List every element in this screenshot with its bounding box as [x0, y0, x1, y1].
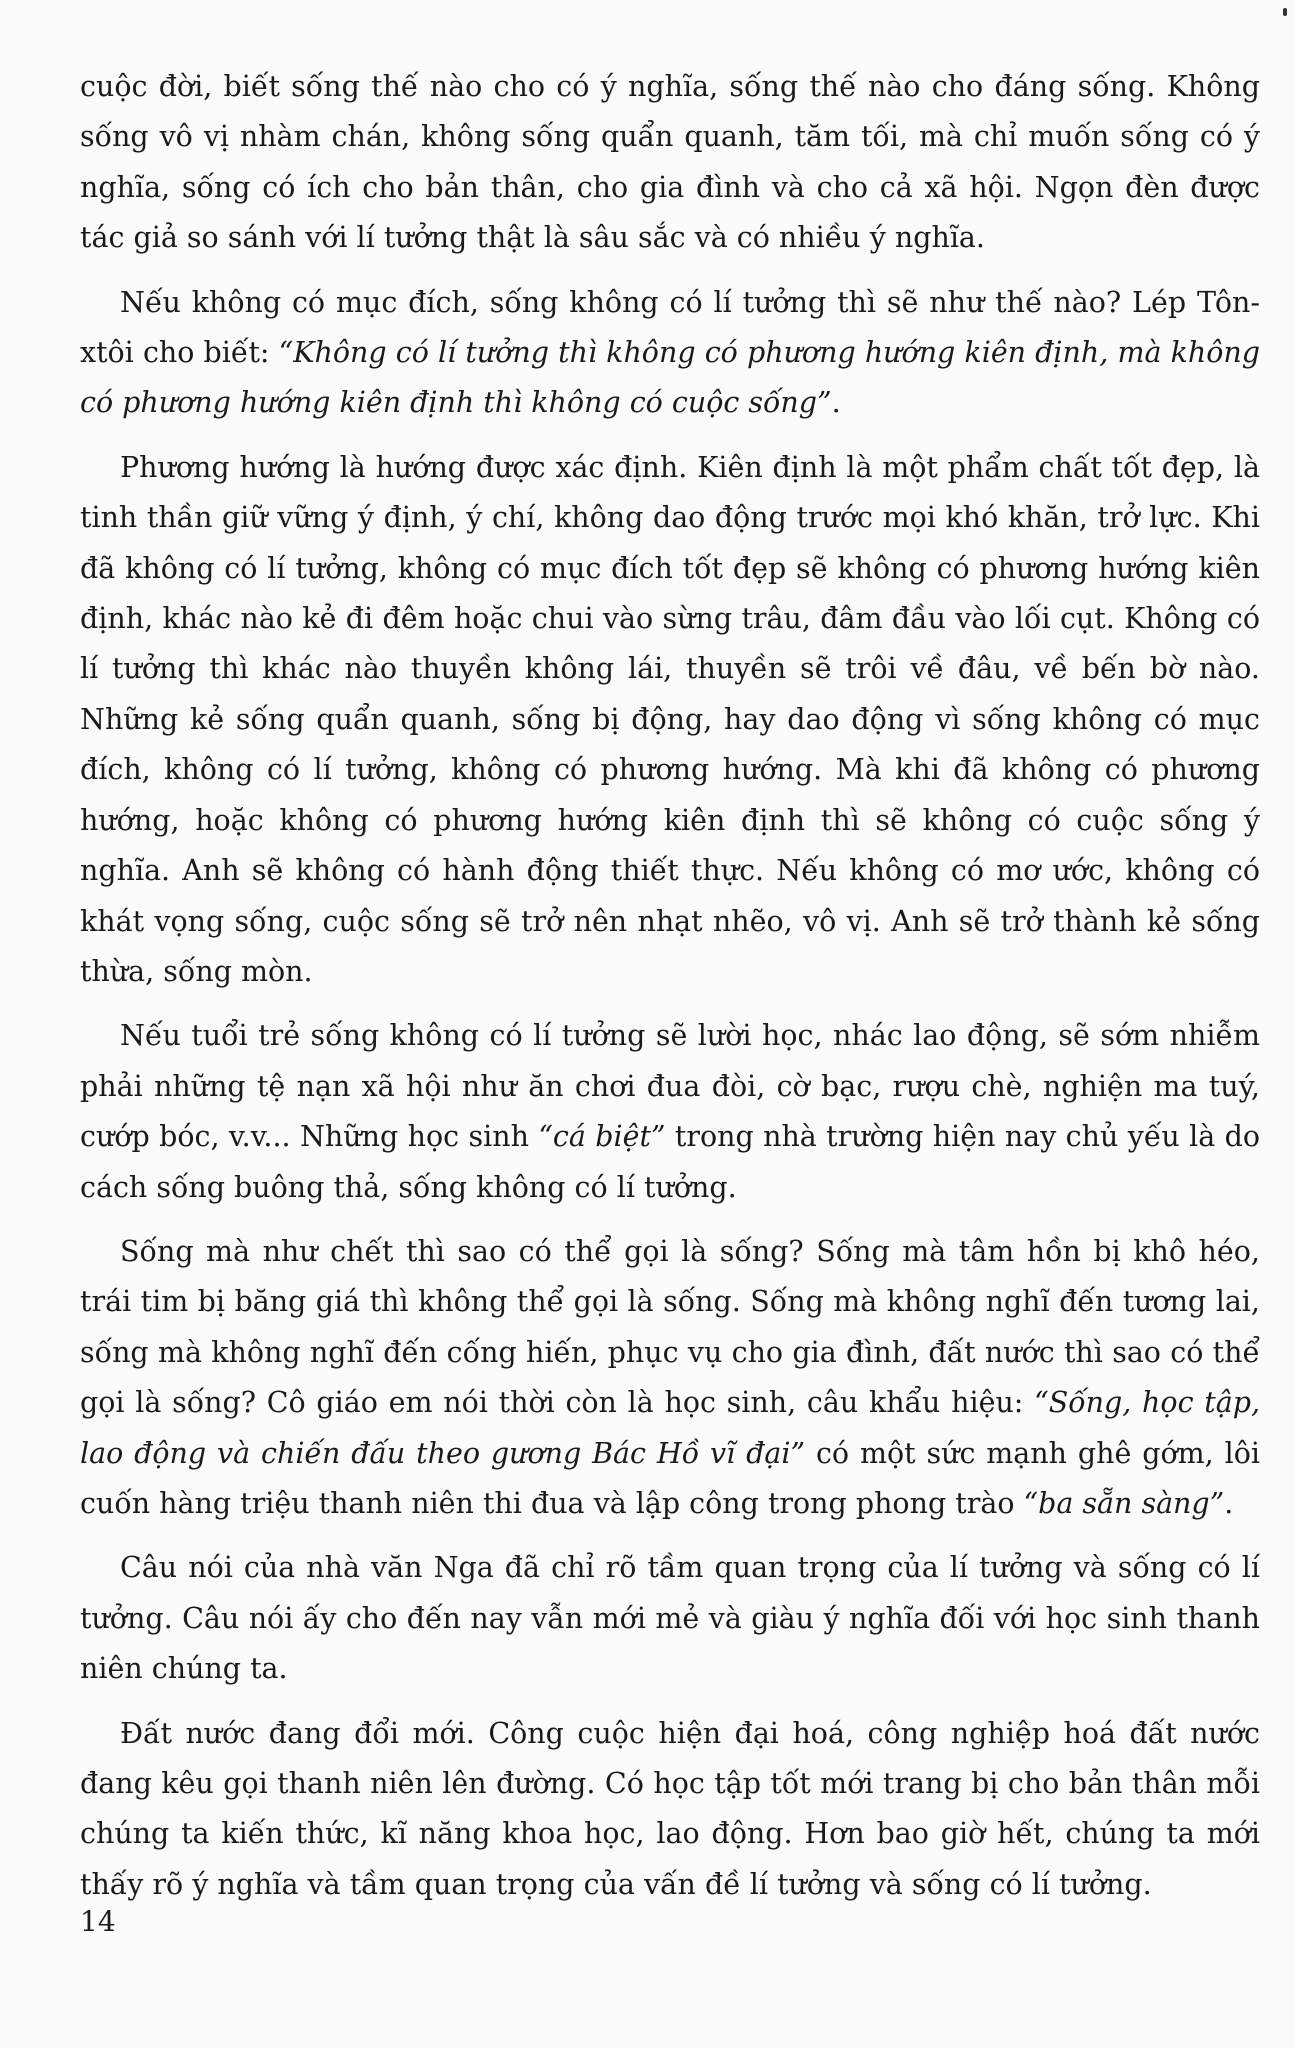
tolstoy-quote: “Không có lí tưởng thì không có phương hướng kiên định, mà không có phương hướng kiên định thì không có cuộc sống”: [80, 336, 1260, 420]
ca-biet-quote: “cá biệt”: [538, 1120, 666, 1154]
paragraph-5-segment-1: Sống mà như chết thì sao có thể gọi là sống? Sống mà tâm hồn bị khô héo, trái tim bị băng giá thì không thể gọi là sống. Sống mà không nghĩ đến tương lai, sống mà không nghĩ đến cống hiến, phục vụ cho gia đình, đất nước thì sao có thể gọi là sống? Cô giáo em nói thời còn là học sinh, câu khẩu hiệu:: [80, 1234, 1260, 1420]
paragraph-2-segment-1: Nếu không có mục đích, sống không có lí tưởng thì sẽ như thế nào? Lép Tôn-xtôi cho biết:: [80, 285, 1260, 370]
edge-mark: [1283, 8, 1287, 16]
paragraph-4-segment-3: trong nhà trường hiện nay chủ yếu là do cách sống buông thả, sống không có lí tưởng.: [80, 1120, 1260, 1204]
paragraph-5-segment-3: có một sức mạnh ghê gớm, lôi cuốn hàng triệu thanh niên thi đua và lập công trong phong trào: [80, 1436, 1260, 1520]
paragraph-3: [80, 443, 1260, 997]
body-text: [80, 62, 1260, 1924]
paragraph-4: [80, 1011, 1260, 1213]
paragraph-6-segment-1: Câu nói của nhà văn Nga đã chỉ rõ tầm quan trọng của lí tưởng và sống có lí tưởng. Câu nói ấy cho đến nay vẫn mới mẻ và giàu ý nghĩa đối với học sinh thanh niên chúng ta.: [80, 1551, 1260, 1686]
paragraph-1-segment-1: cuộc đời, biết sống thế nào cho có ý nghĩa, sống thế nào cho đáng sống. Không sống vô vị nhàm chán, không sống quẩn quanh, tăm tối, mà chỉ muốn sống có ý nghĩa, sống có ích cho bản thân, cho gia đình và cho cả xã hội. Ngọn đèn được tác giả so sánh với lí tưởng thật là sâu sắc và có nhiều ý nghĩa.: [80, 70, 1260, 255]
slogan-quote: “Sống, học tập, lao động và chiến đấu theo gương Bác Hồ vĩ đại”: [80, 1386, 1261, 1470]
page-number: 14: [80, 1905, 116, 1938]
paragraph-1: [80, 62, 1260, 264]
paragraph-6: [80, 1543, 1260, 1694]
paragraph-5-segment-5: .: [1224, 1486, 1234, 1520]
paragraph-7: [80, 1709, 1260, 1911]
paragraph-3-segment-1: Phương hướng là hướng được xác định. Kiên định là một phẩm chất tốt đẹp, là tinh thần giữ vững ý định, ý chí, không dao động trước mọi khó khăn, trở lực. Khi đã không có lí tưởng, không có mục đích tốt đẹp sẽ không có phương hướng kiên định, khác nào kẻ đi đêm hoặc chui vào sừng trâu, đâm đầu vào lối cụt. Không có lí tưởng thì khác nào thuyền không lái, thuyền sẽ trôi về đâu, về bến bờ nào. Những kẻ sống quẩn quanh, sống bị động, hay dao động vì sống không có mục đích, không có lí tưởng, không có phương hướng. Mà khi đã không có phương hướng, hoặc không có phương hướng kiên định thì sẽ không có cuộc sống ý nghĩa. Anh sẽ không có hành động thiết thực. Nếu không có mơ ước, không có khát vọng sống, cuộc sống sẽ trở nên nhạt nhẽo, vô vị. Anh sẽ trở thành kẻ sống thừa, sống mòn.: [80, 450, 1260, 988]
paragraph-2: [80, 278, 1260, 429]
ba-san-sang-quote: “ba sẵn sàng”: [1023, 1486, 1225, 1520]
paragraph-5: [80, 1227, 1260, 1529]
paragraph-7-segment-1: Đất nước đang đổi mới. Công cuộc hiện đại hoá, công nghiệp hoá đất nước đang kêu gọi thanh niên lên đường. Có học tập tốt mới trang bị cho bản thân mỗi chúng ta kiến thức, kĩ năng khoa học, lao động. Hơn bao giờ hết, chúng ta mới thấy rõ ý nghĩa và tầm quan trọng của vấn đề lí tưởng và sống có lí tưởng.: [80, 1716, 1260, 1901]
paragraph-4-segment-1: Nếu tuổi trẻ sống không có lí tưởng sẽ lười học, nhác lao động, sẽ sớm nhiễm phải những tệ nạn xã hội như ăn chơi đua đòi, cờ bạc, rượu chè, nghiện ma tuý, cướp bóc, v.v... Những học sinh: [80, 1019, 1260, 1154]
paragraph-2-segment-3: .: [831, 386, 841, 420]
